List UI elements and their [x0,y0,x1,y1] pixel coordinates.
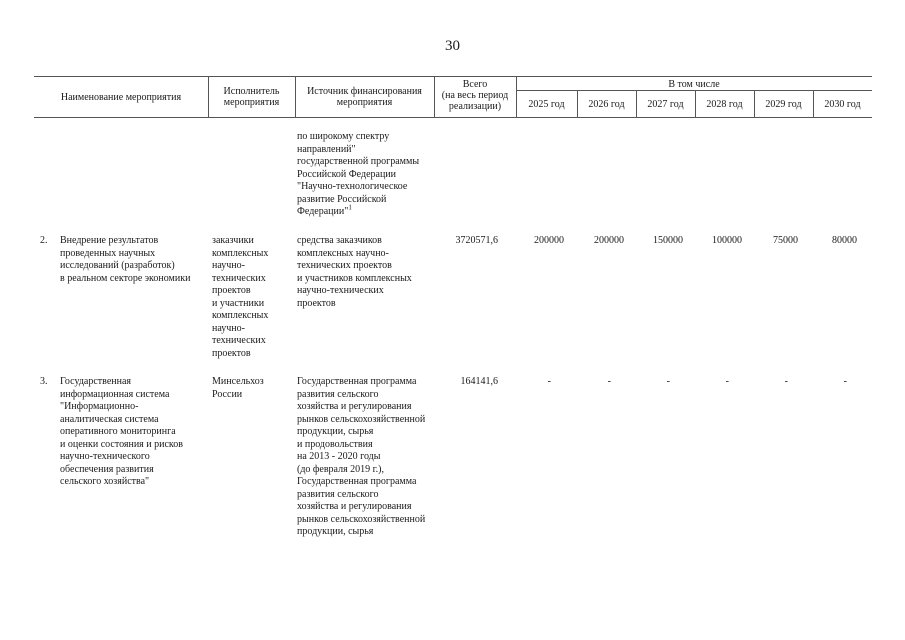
row-year-value: - [784,376,788,387]
header-total: Всего (на весь период реализации) [441,79,509,112]
continuation-source-text: по широкому спектру направлений" государственной программы Российской Федерации "Научно-технологическое развитие Российской Федерации" [297,131,420,217]
header-year: 2030 год [824,99,861,110]
row-year-value: 80000 [832,235,857,246]
table-header-bottom-rule [34,117,872,118]
footnote-marker: 1 [348,203,352,212]
row-number: 3. [40,376,48,387]
header-year: 2025 год [528,99,565,110]
row-source: средства заказчиков комплексных научно- технических проектов и участников комплексных научно-технических проектов [297,235,412,309]
page-number: 30 [445,38,460,54]
header-source: Источник финансирования мероприятия [307,86,422,108]
row-year-value: - [843,376,847,387]
row-source: Государственная программа развития сельского хозяйства и регулирования рынков сельскохозяйственной продукции, сырья и продовольствия на 2013 - 2020 годы (до февраля 2019 г.), Государственная программа развития сельского хозяйства и регулирования рынков сельскохозяйственной продукции, сырья [297,376,426,537]
row-year-value: - [547,376,551,387]
row-total: 164141,6 [460,376,498,387]
row-year-value: - [725,376,729,387]
row-year-value: 150000 [653,235,683,246]
continuation-source [297,131,419,219]
table-top-rule [34,76,872,77]
row-name: Внедрение результатов проведенных научных исследований (разработок) в реальном секторе экономики [60,235,191,284]
header-year: 2027 год [647,99,684,110]
row-year-value: 100000 [712,235,742,246]
row-number: 2. [40,235,48,246]
row-year-value: 200000 [594,235,624,246]
header-year: 2028 год [706,99,743,110]
row-total: 3720571,6 [455,235,498,246]
row-year-value: 75000 [773,235,798,246]
header-name: Наименование мероприятия [60,92,182,103]
row-executor: Минсельхоз России [212,376,264,400]
row-year-value: 200000 [534,235,564,246]
row-year-value: - [607,376,611,387]
years-sub-rule [516,90,872,91]
header-year: 2029 год [765,99,802,110]
row-executor: заказчики комплексных научно- технических проектов и участники комплексных научно- технических проектов [212,235,269,359]
header-year: 2026 год [588,99,625,110]
row-year-value: - [666,376,670,387]
header-including: В том числе [668,79,720,90]
header-executor: Исполнитель мероприятия [223,86,280,108]
row-name: Государственная информационная система "Информационно- аналитическая система оперативного мониторинга и оценки состояния и рисков научно-технического обеспечения развития сельского хозяйства" [60,376,183,487]
